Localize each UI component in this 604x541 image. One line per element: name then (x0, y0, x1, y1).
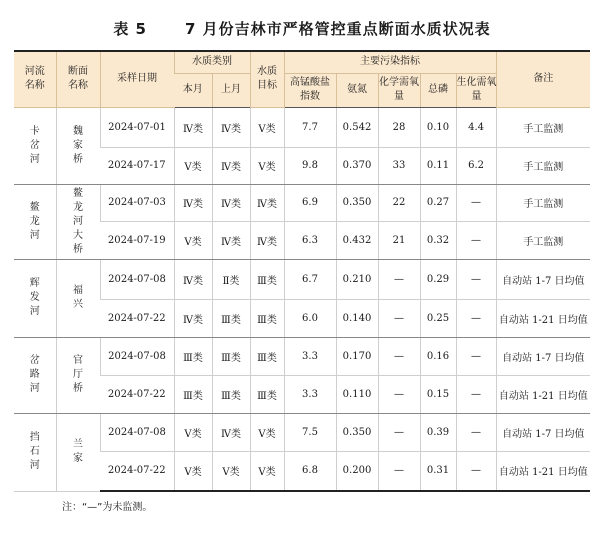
cell-ammonia: 0.140 (336, 299, 378, 337)
header-row-top (14, 51, 590, 73)
table-row (14, 451, 590, 491)
cell-cod: — (378, 375, 420, 413)
cell-permanganate: 6.7 (284, 259, 336, 299)
table-row (14, 259, 590, 299)
table-row (14, 375, 590, 413)
cell-remark: 自动站 1-7 日均值 (496, 413, 590, 451)
cell-bod: — (456, 451, 496, 491)
table-row (14, 107, 590, 147)
cell-cod: 22 (378, 184, 420, 221)
header-river: 河流名称 (14, 51, 56, 107)
cell-target: Ⅳ类 (250, 184, 284, 221)
cell-bod: 4.4 (456, 107, 496, 147)
cell-cod: 33 (378, 147, 420, 184)
header-permanganate: 高锰酸盐指数 (284, 73, 336, 107)
header-bod: 生化需氧量 (456, 73, 496, 107)
cell-target: Ⅴ类 (250, 107, 284, 147)
header-cod: 化学需氧量 (378, 73, 420, 107)
cell-last-month: Ⅲ类 (212, 299, 250, 337)
cell-remark: 手工监测 (496, 107, 590, 147)
cell-last-month: Ⅳ类 (212, 107, 250, 147)
header-remarks: 备注 (496, 51, 590, 107)
section-name: 鳌龙河大桥 (56, 184, 100, 259)
cell-last-month: Ⅲ类 (212, 337, 250, 375)
header-date: 采样日期 (100, 51, 174, 107)
table-body (14, 107, 590, 491)
header-section: 断面名称 (56, 51, 100, 107)
cell-cod: — (378, 259, 420, 299)
river-name: 鳌龙河 (14, 184, 56, 259)
cell-remark: 自动站 1-21 日均值 (496, 451, 590, 491)
cell-bod: — (456, 413, 496, 451)
header-quality-class: 水质类别 (174, 51, 250, 73)
cell-bod: — (456, 337, 496, 375)
cell-remark: 手工监测 (496, 221, 590, 259)
cell-ammonia: 0.110 (336, 375, 378, 413)
cell-tp: 0.15 (420, 375, 456, 413)
cell-target: Ⅲ类 (250, 337, 284, 375)
header-this-month: 本月 (174, 73, 212, 107)
river-name: 岔路河 (14, 337, 56, 413)
section-name: 兰家 (56, 413, 100, 491)
cell-target: Ⅲ类 (250, 375, 284, 413)
table-row (14, 147, 590, 184)
cell-this-month: Ⅴ类 (174, 147, 212, 184)
cell-this-month: Ⅲ类 (174, 375, 212, 413)
header-ammonia: 氨氮 (336, 73, 378, 107)
cell-this-month: Ⅴ类 (174, 221, 212, 259)
cell-last-month: Ⅳ类 (212, 221, 250, 259)
cell-ammonia: 0.350 (336, 413, 378, 451)
cell-date: 2024-07-08 (100, 413, 174, 451)
header-pollutants: 主要污染指标 (284, 51, 496, 73)
cell-last-month: Ⅱ类 (212, 259, 250, 299)
cell-tp: 0.29 (420, 259, 456, 299)
cell-bod: — (456, 299, 496, 337)
cell-target: Ⅲ类 (250, 299, 284, 337)
cell-date: 2024-07-08 (100, 259, 174, 299)
cell-permanganate: 6.0 (284, 299, 336, 337)
cell-this-month: Ⅴ类 (174, 413, 212, 451)
cell-cod: — (378, 299, 420, 337)
header-tp: 总磷 (420, 73, 456, 107)
river-name: 卡岔河 (14, 107, 56, 184)
water-quality-table (14, 50, 590, 492)
cell-this-month: Ⅳ类 (174, 259, 212, 299)
cell-ammonia: 0.200 (336, 451, 378, 491)
cell-this-month: Ⅳ类 (174, 299, 212, 337)
cell-bod: — (456, 259, 496, 299)
cell-ammonia: 0.350 (336, 184, 378, 221)
cell-date: 2024-07-08 (100, 337, 174, 375)
table-note: 注：“—”为未监测。 (62, 502, 153, 513)
table-row (14, 337, 590, 375)
cell-date: 2024-07-19 (100, 221, 174, 259)
cell-tp: 0.32 (420, 221, 456, 259)
cell-tp: 0.25 (420, 299, 456, 337)
header-target: 水质目标 (250, 51, 284, 107)
cell-date: 2024-07-22 (100, 299, 174, 337)
cell-permanganate: 6.3 (284, 221, 336, 259)
cell-target: Ⅳ类 (250, 221, 284, 259)
table-title (0, 8, 604, 48)
cell-permanganate: 7.5 (284, 413, 336, 451)
cell-permanganate: 3.3 (284, 337, 336, 375)
cell-ammonia: 0.210 (336, 259, 378, 299)
river-name: 挡石河 (14, 413, 56, 491)
cell-permanganate: 6.9 (284, 184, 336, 221)
cell-last-month: Ⅳ类 (212, 413, 250, 451)
cell-target: Ⅴ类 (250, 413, 284, 451)
river-name: 辉发河 (14, 259, 56, 337)
cell-permanganate: 3.3 (284, 375, 336, 413)
cell-bod: 6.2 (456, 147, 496, 184)
cell-permanganate: 9.8 (284, 147, 336, 184)
table-title-text: 7 月份吉林市严格管控重点断面水质状况表 (185, 19, 491, 38)
table-row (14, 299, 590, 337)
cell-bod: — (456, 184, 496, 221)
cell-cod: 28 (378, 107, 420, 147)
cell-this-month: Ⅳ类 (174, 184, 212, 221)
cell-target: Ⅲ类 (250, 259, 284, 299)
cell-remark: 自动站 1-21 日均值 (496, 375, 590, 413)
cell-date: 2024-07-22 (100, 451, 174, 491)
cell-date: 2024-07-03 (100, 184, 174, 221)
cell-target: Ⅴ类 (250, 451, 284, 491)
cell-cod: — (378, 451, 420, 491)
cell-permanganate: 6.8 (284, 451, 336, 491)
cell-last-month: Ⅴ类 (212, 451, 250, 491)
cell-tp: 0.39 (420, 413, 456, 451)
cell-remark: 手工监测 (496, 184, 590, 221)
table-number: 表 5 (113, 19, 147, 38)
section-name: 魏家桥 (56, 107, 100, 184)
cell-this-month: Ⅴ类 (174, 451, 212, 491)
header-last-month: 上月 (212, 73, 250, 107)
cell-this-month: Ⅳ类 (174, 107, 212, 147)
cell-ammonia: 0.170 (336, 337, 378, 375)
cell-date: 2024-07-22 (100, 375, 174, 413)
section-name: 福兴 (56, 259, 100, 337)
cell-bod: — (456, 221, 496, 259)
section-name: 官厅桥 (56, 337, 100, 413)
cell-date: 2024-07-17 (100, 147, 174, 184)
cell-last-month: Ⅲ类 (212, 375, 250, 413)
cell-remark: 自动站 1-21 日均值 (496, 299, 590, 337)
cell-cod: — (378, 413, 420, 451)
cell-tp: 0.11 (420, 147, 456, 184)
table-row (14, 184, 590, 221)
cell-remark: 自动站 1-7 日均值 (496, 259, 590, 299)
cell-tp: 0.31 (420, 451, 456, 491)
table-row (14, 413, 590, 451)
cell-last-month: Ⅳ类 (212, 184, 250, 221)
cell-tp: 0.10 (420, 107, 456, 147)
cell-ammonia: 0.432 (336, 221, 378, 259)
cell-bod: — (456, 375, 496, 413)
cell-cod: 21 (378, 221, 420, 259)
table-row (14, 221, 590, 259)
cell-date: 2024-07-01 (100, 107, 174, 147)
cell-ammonia: 0.542 (336, 107, 378, 147)
cell-last-month: Ⅳ类 (212, 147, 250, 184)
cell-remark: 手工监测 (496, 147, 590, 184)
cell-permanganate: 7.7 (284, 107, 336, 147)
cell-remark: 自动站 1-7 日均值 (496, 337, 590, 375)
cell-cod: — (378, 337, 420, 375)
cell-ammonia: 0.370 (336, 147, 378, 184)
cell-tp: 0.16 (420, 337, 456, 375)
cell-tp: 0.27 (420, 184, 456, 221)
cell-this-month: Ⅲ类 (174, 337, 212, 375)
cell-target: Ⅴ类 (250, 147, 284, 184)
